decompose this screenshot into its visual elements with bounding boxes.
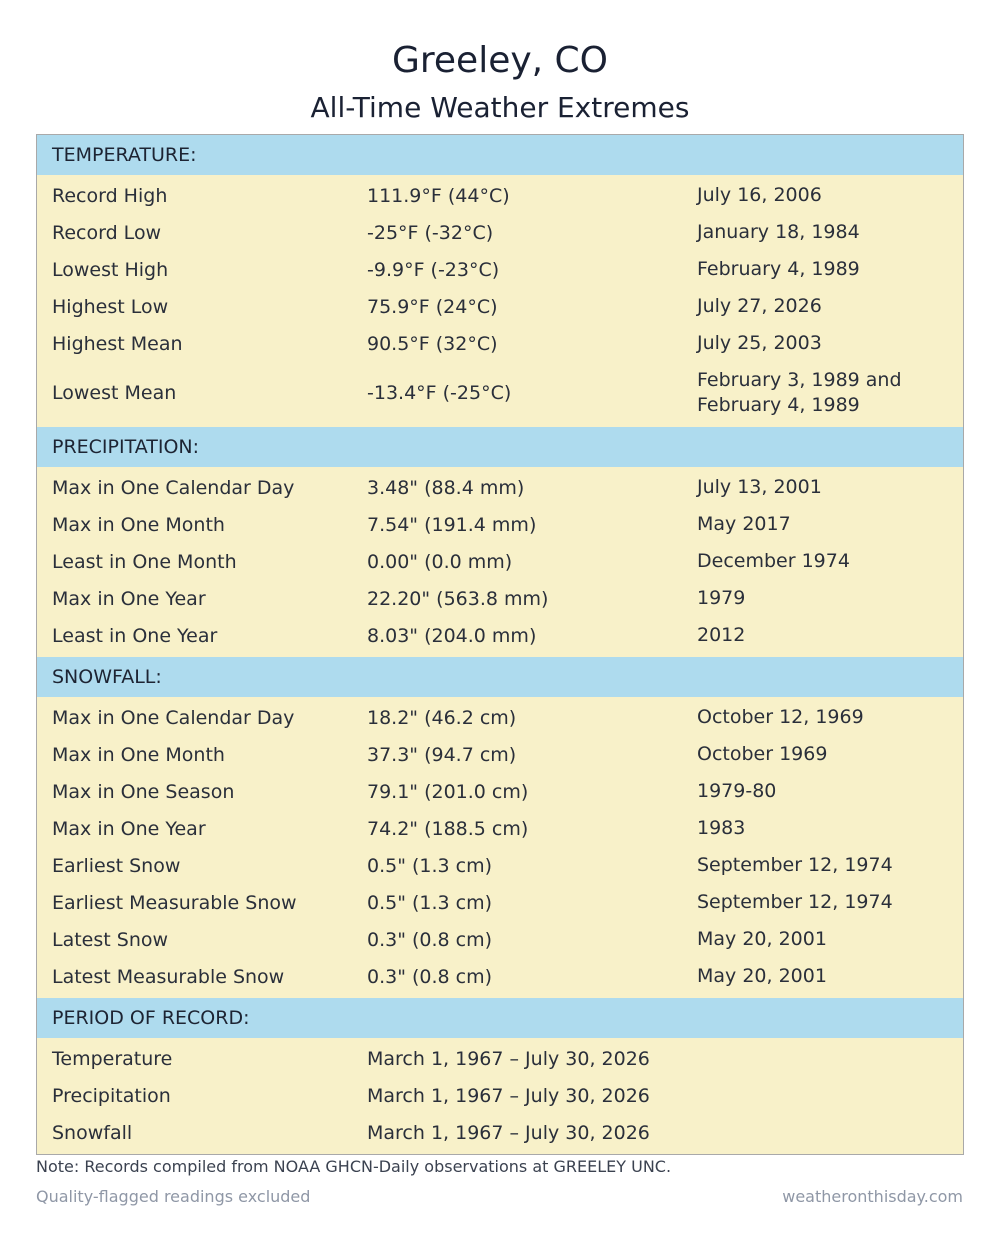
row-date: July 25, 2003 (697, 332, 822, 354)
row-value: March 1, 1967 – July 30, 2026 (367, 1047, 650, 1070)
row-label: Least in One Year (52, 624, 218, 647)
row-label: Earliest Measurable Snow (52, 891, 297, 914)
row-value: 79.1" (201.0 cm) (367, 780, 529, 803)
footer-qualifier: Quality-flagged readings excluded (36, 1187, 311, 1206)
row-label: Least in One Month (52, 550, 237, 573)
table-row (37, 469, 963, 506)
table-row (37, 288, 963, 325)
row-date: February 4, 1989 (697, 258, 860, 280)
row-value: 0.5" (1.3 cm) (367, 891, 493, 914)
table-row (37, 736, 963, 773)
page-subtitle: All-Time Weather Extremes (310, 91, 690, 124)
row-date: 1979 (697, 587, 746, 609)
table-row (37, 177, 963, 214)
table-row (37, 1077, 963, 1114)
row-date: July 13, 2001 (697, 476, 822, 498)
row-label: Max in One Calendar Day (52, 706, 295, 729)
extremes-table (36, 134, 964, 1155)
table-row (37, 847, 963, 884)
table-row (37, 506, 963, 543)
row-label: Latest Snow (52, 928, 169, 951)
table-row (37, 1040, 963, 1077)
section-period-of-record (37, 998, 963, 1154)
table-row (37, 325, 963, 362)
row-date: July 27, 2026 (697, 295, 822, 317)
row-value: 18.2" (46.2 cm) (367, 706, 517, 729)
row-date: May 20, 2001 (697, 965, 827, 987)
footer-site-credit: weatheronthisday.com (782, 1187, 963, 1206)
row-value: 90.5°F (32°C) (367, 332, 498, 355)
table-row (37, 543, 963, 580)
row-label: Record High (52, 184, 168, 207)
row-date: July 16, 2006 (697, 184, 822, 206)
row-label: Precipitation (52, 1084, 171, 1107)
row-label: Temperature (52, 1047, 173, 1070)
footer-note: Note: Records compiled from NOAA GHCN-Daily observations at GREELEY UNC. (36, 1157, 672, 1176)
row-value: 8.03" (204.0 mm) (367, 624, 537, 647)
row-value: -13.4°F (-25°C) (367, 382, 512, 404)
row-label: Max in One Year (52, 817, 206, 840)
row-value: March 1, 1967 – July 30, 2026 (367, 1084, 650, 1107)
section-header: PERIOD OF RECORD: (37, 998, 963, 1038)
section-header: PRECIPITATION: (37, 427, 963, 467)
row-date: December 1974 (697, 550, 850, 572)
row-label: Highest Low (52, 295, 169, 318)
row-date: September 12, 1974 (697, 854, 893, 876)
row-label: Max in One Year (52, 587, 206, 610)
table-row (37, 773, 963, 810)
section-temperature (37, 135, 963, 427)
table-row (37, 1114, 963, 1151)
row-value: 0.00" (0.0 mm) (367, 550, 513, 573)
table-row (37, 921, 963, 958)
table-row (37, 580, 963, 617)
row-value: -25°F (-32°C) (367, 221, 494, 244)
table-row (37, 699, 963, 736)
section-header: SNOWFALL: (37, 657, 963, 697)
table-row (37, 884, 963, 921)
row-label: Latest Measurable Snow (52, 965, 285, 988)
row-value: March 1, 1967 – July 30, 2026 (367, 1121, 650, 1144)
row-value: 37.3" (94.7 cm) (367, 743, 517, 766)
row-label: Record Low (52, 221, 162, 244)
row-value: 111.9°F (44°C) (367, 184, 510, 207)
table-row (37, 251, 963, 288)
table-row (37, 362, 963, 424)
row-date: 1979-80 (697, 780, 777, 802)
row-label: Max in One Calendar Day (52, 476, 295, 499)
row-value: 0.3" (0.8 cm) (367, 928, 493, 951)
row-value: 0.3" (0.8 cm) (367, 965, 493, 988)
row-value: 74.2" (188.5 cm) (367, 817, 529, 840)
table-row (37, 617, 963, 654)
section-precipitation (37, 427, 963, 657)
row-date: October 12, 1969 (697, 706, 864, 728)
row-label: Earliest Snow (52, 854, 181, 877)
table-row (37, 958, 963, 995)
row-date: January 18, 1984 (697, 221, 860, 243)
row-date: October 1969 (697, 743, 828, 765)
row-value: 22.20" (563.8 mm) (367, 587, 549, 610)
row-date: May 20, 2001 (697, 928, 827, 950)
row-value: -9.9°F (-23°C) (367, 258, 500, 281)
row-value: 3.48" (88.4 mm) (367, 476, 525, 499)
table-row (37, 810, 963, 847)
table-row (37, 214, 963, 251)
row-value: 75.9°F (24°C) (367, 295, 498, 318)
row-date: February 3, 1989 and February 4, 1989 (697, 369, 902, 416)
row-label: Max in One Month (52, 743, 225, 766)
page-title: Greeley, CO (391, 40, 609, 81)
row-label: Highest Mean (52, 332, 183, 355)
row-label: Max in One Season (52, 780, 235, 803)
row-date: 2012 (697, 624, 746, 646)
row-value: 0.5" (1.3 cm) (367, 854, 493, 877)
row-label: Lowest Mean (52, 382, 177, 404)
row-label: Lowest High (52, 258, 169, 281)
section-snowfall (37, 657, 963, 998)
row-label: Snowfall (52, 1121, 133, 1144)
row-date: 1983 (697, 817, 746, 839)
row-date: May 2017 (697, 513, 791, 535)
section-header: TEMPERATURE: (37, 135, 963, 175)
row-value: 7.54" (191.4 mm) (367, 513, 537, 536)
row-date: September 12, 1974 (697, 891, 893, 913)
row-label: Max in One Month (52, 513, 225, 536)
